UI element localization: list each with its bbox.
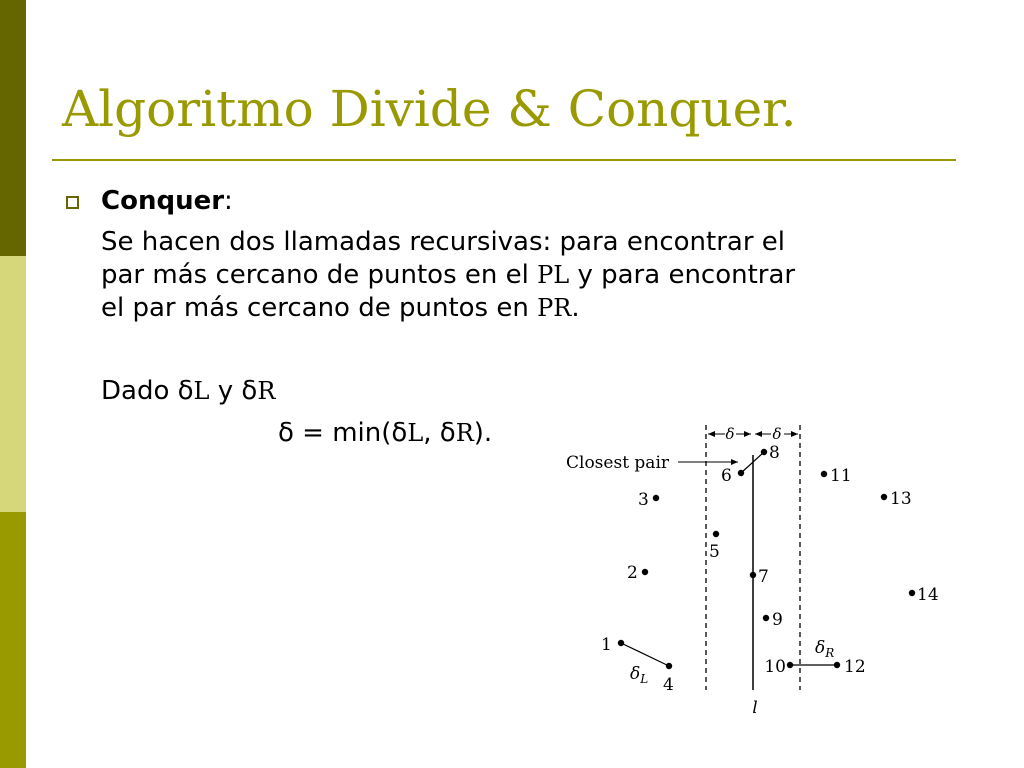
delta-r-base: δ [815,638,826,658]
point-11-label: 11 [830,466,852,486]
point-7-label: 7 [758,567,769,587]
point-1-label: 1 [601,635,612,655]
delta-r-subscript: R [825,646,835,660]
point-4-label: 4 [663,675,674,695]
point-11-dot [821,471,827,477]
set-pr-label: PR [537,294,572,322]
paragraph-text: par más cercano de puntos en el [101,260,538,290]
formula-text: ). [473,418,493,448]
line-l-label: l [752,698,758,718]
point-5-dot [713,531,719,537]
closest-pair-label: Closest pair [566,453,670,473]
point-4-dot [666,663,672,669]
given-text: y δ [209,376,258,406]
formula-sub-r: R [455,419,474,447]
point-7-dot [750,572,756,578]
point-2-dot [642,569,648,575]
point-12-label: 12 [844,657,866,677]
point-3-dot [653,495,659,501]
heading-colon: : [224,186,233,216]
point-2-label: 2 [627,563,638,583]
formula-text: , δ [423,418,456,448]
delta-r-label [815,638,834,660]
point-8-dot [761,449,767,455]
point-10-label: 10 [764,657,786,677]
paragraph-text: . [571,293,580,323]
given-text: Dado δ [101,376,194,406]
slide-title: Algoritmo Divide & Conquer. [62,80,797,138]
paragraph-text: el par más cercano de puntos en [101,293,538,323]
delta-l-label [630,664,648,686]
delta-left-label: δ [725,425,735,443]
point-9-dot [763,615,769,621]
point-9-label: 9 [772,610,783,630]
heading-bold-text: Conquer [101,186,225,216]
point-5-label: 5 [709,542,720,562]
point-14-dot [909,590,915,596]
delta-l-segment [621,643,669,666]
point-6-label: 6 [721,466,732,486]
point-3-label: 3 [638,490,649,510]
point-10-dot [787,662,793,668]
delta-right-label: δ [772,425,782,443]
given-sub-r: R [257,377,276,405]
point-13-label: 13 [890,489,912,509]
point-1-dot [618,640,624,646]
point-14-label: 14 [917,585,939,605]
given-sub-l: L [193,377,210,405]
point-8-label: 8 [769,443,780,463]
point-12-dot [834,662,840,668]
formula-sub-l: L [407,419,424,447]
delta-l-base: δ [630,664,641,684]
point-13-dot [881,494,887,500]
paragraph-text: y para encontrar [569,260,796,290]
formula-text: δ = min(δ [278,418,408,448]
paragraph-text: Se hacen dos llamadas recursivas: para encontrar el [101,227,786,257]
point-6-dot [738,470,744,476]
delta-l-subscript: L [640,672,649,686]
set-pl-label: PL [537,261,570,289]
